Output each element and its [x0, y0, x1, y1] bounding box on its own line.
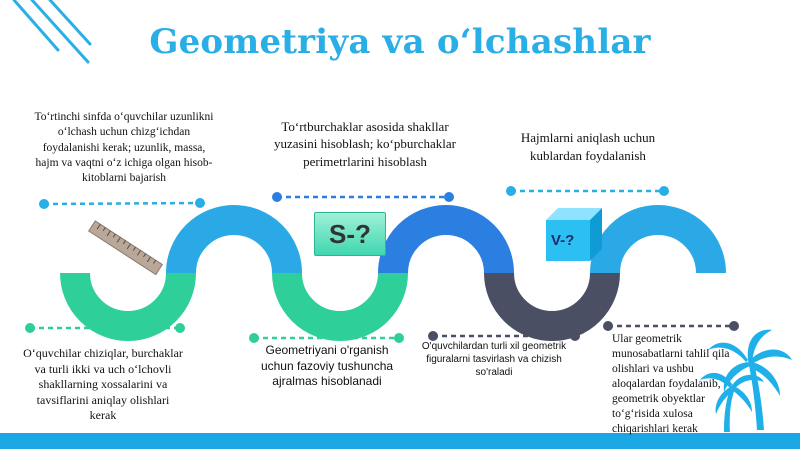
- wave-segment-3: [287, 273, 393, 326]
- area-label: S-?: [329, 218, 371, 249]
- area-label-box: [314, 212, 386, 256]
- text-top-ruler: To‘rtinchi sinfda o‘quvchilar uzunlikni o‘lchash uchun chizg‘ichdan foydalanishi kerak; uzunlik, massa, hajm va vaqtni o‘z ichiga olgan hisob-kitoblarni bajarish: [34, 111, 214, 185]
- text-bottom-shapes: O‘quvchilar chiziqlar, burchaklar va turli ikki va uch o‘lchovli shakllarning xossalarini va tavsiflarini aniqlay olishlari kerak: [23, 346, 183, 423]
- wave-segment-1: [75, 273, 181, 326]
- connector-top-3: [506, 186, 669, 196]
- connector-top-2: [272, 192, 454, 202]
- text-bottom-drawing: O'quvchilardan turli xil geometrik figuralarni tasvirlash va chizish so'raladi: [421, 341, 567, 379]
- wave-segment-6: [605, 220, 711, 273]
- wave-segment-4: [393, 220, 499, 273]
- wave-segment-2: [181, 220, 287, 273]
- connector-top-1: [39, 198, 205, 209]
- text-top-volume: Hajmlarni aniqlash uchun kublardan foydalanish: [520, 130, 656, 163]
- connector-bottom-4: [603, 321, 739, 331]
- wave-segment-5: [499, 273, 605, 326]
- text-top-area: To‘rtburchaklar asosida shakllar yuzasini hisoblash; ko‘pburchaklar perimetrlarini hisoblash: [274, 119, 456, 169]
- ruler-icon: [89, 221, 163, 275]
- page-title: Geometriya va o‘lchashlar: [149, 22, 651, 62]
- text-bottom-spatial: Geometriyani o'rganish uchun fazoviy tushuncha ajralmas hisoblanadi: [260, 343, 394, 389]
- text-bottom-relations: Ular geometrik munosabatlarni tahlil qila olishlari va ushbu aloqalardan foydalanib, geometrik obyektlar to‘g‘risida xulosa chiqarishlari kerak: [612, 333, 730, 435]
- volume-label: V-?: [551, 232, 575, 249]
